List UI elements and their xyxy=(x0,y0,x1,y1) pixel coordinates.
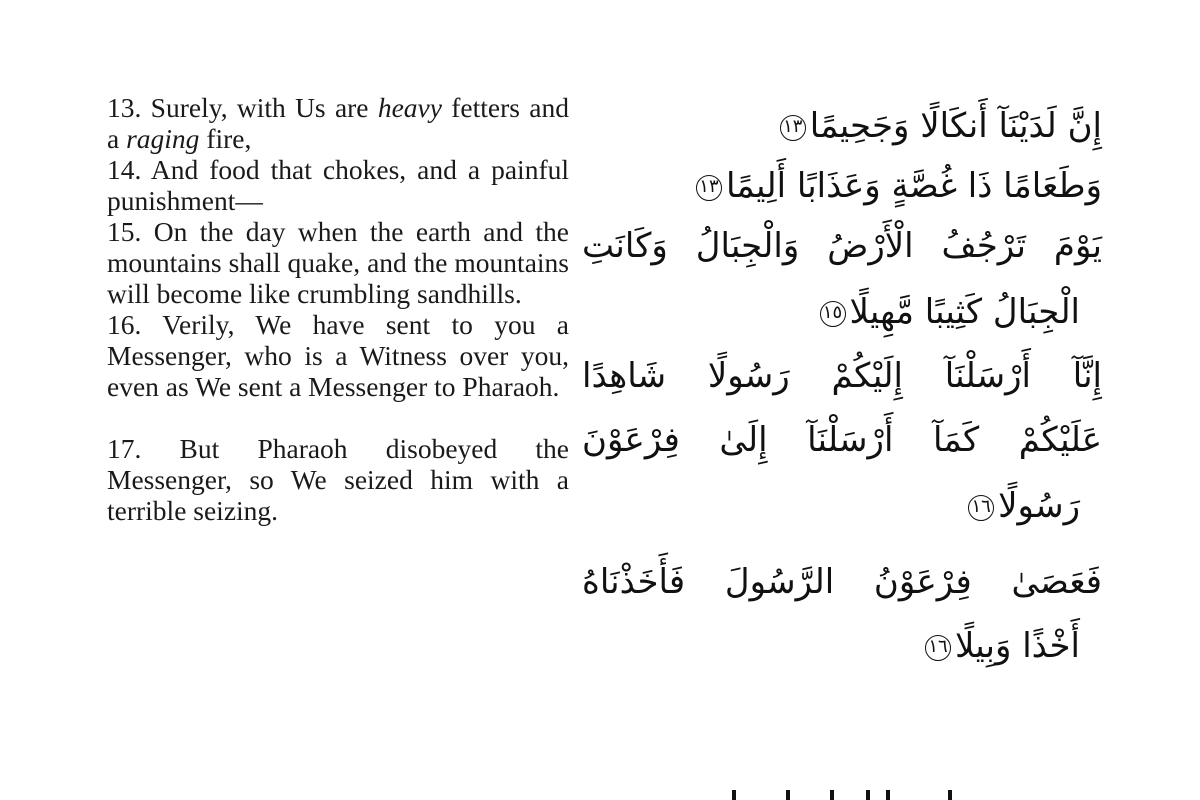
verse-17-english: 17. But Pharaoh disobeyed the Messenger, so We seized him with a terrible seizing. xyxy=(107,433,569,526)
english-translation-column xyxy=(107,92,569,526)
arabic-line-9-text: أَخْذًا وَبِيلًا xyxy=(955,626,1080,666)
glyph-fragment xyxy=(886,790,890,800)
arabic-line-6 xyxy=(582,418,1102,462)
glyph-fragment xyxy=(786,790,790,800)
glyph-fragment xyxy=(948,790,952,800)
verse-13-text-a: 13. Surely, with Us are xyxy=(107,92,378,123)
arabic-line-5 xyxy=(582,354,1102,398)
arabic-line-7 xyxy=(560,484,1080,528)
ayah-number-marker: ١٦ xyxy=(925,635,951,661)
arabic-line-2-text: وَطَعَامًا ذَا غُصَّةٍ وَعَذَابًا أَلِيمًا xyxy=(725,166,1102,206)
verse-13-text-e: fire, xyxy=(199,123,252,154)
arabic-line-9 xyxy=(560,624,1080,668)
arabic-line-1 xyxy=(582,104,1102,148)
cut-off-next-line-fragment xyxy=(690,786,990,800)
verse-15-english: 15. On the day when the earth and the mountains shall quake, and the mountains will become like crumbling sandhills. xyxy=(107,216,569,309)
verse-14-english: 14. And food that chokes, and a painful punishment— xyxy=(107,154,569,216)
glyph-fragment xyxy=(866,790,870,800)
verse-13-italic-heavy: heavy xyxy=(377,92,442,123)
verse-16-english: 16. Verily, We have sent to you a Messenger, who is a Witness over you, even as We sent a Messenger to Pharaoh. xyxy=(107,309,569,402)
verse-13-english xyxy=(107,92,569,154)
glyph-fragment xyxy=(830,790,834,800)
verse-13-italic-raging: raging xyxy=(126,123,200,154)
ayah-number-marker: ١٦ xyxy=(968,495,994,521)
arabic-line-4-text: الْجِبَالُ كَثِيبًا مَّهِيلًا xyxy=(849,292,1080,332)
arabic-line-3 xyxy=(582,224,1102,268)
arabic-line-6-text: عَلَيْكُمْ كَمَآ أَرْسَلْنَآ إِلَىٰ فِرْعَوْنَ xyxy=(582,420,1102,460)
ayah-number-marker: ١٥ xyxy=(820,301,846,327)
arabic-line-4 xyxy=(560,290,1080,334)
arabic-line-8-text: فَعَصَىٰ فِرْعَوْنُ الرَّسُولَ فَأَخَذْنَاهُ xyxy=(582,562,1102,602)
arabic-line-2 xyxy=(582,164,1102,208)
arabic-line-1-text: إِنَّ لَدَيْنَآ أَنكَالًا وَجَحِيمًا xyxy=(809,106,1102,146)
arabic-line-7-text: رَسُولًا xyxy=(998,486,1080,526)
glyph-fragment xyxy=(732,790,736,800)
ayah-number-marker: ١٣ xyxy=(696,175,722,201)
arabic-line-3-text: يَوْمَ تَرْجُفُ الْأَرْضُ وَالْجِبَالُ وَكَانَتِ xyxy=(582,226,1102,266)
arabic-line-5-text: إِنَّآ أَرْسَلْنَآ إِلَيْكُمْ رَسُولًا شَاهِدًا xyxy=(582,356,1102,396)
ayah-number-marker: ١٣ xyxy=(780,115,806,141)
verse-13-text-c: fetters and a xyxy=(107,92,569,154)
arabic-line-8 xyxy=(582,560,1102,604)
